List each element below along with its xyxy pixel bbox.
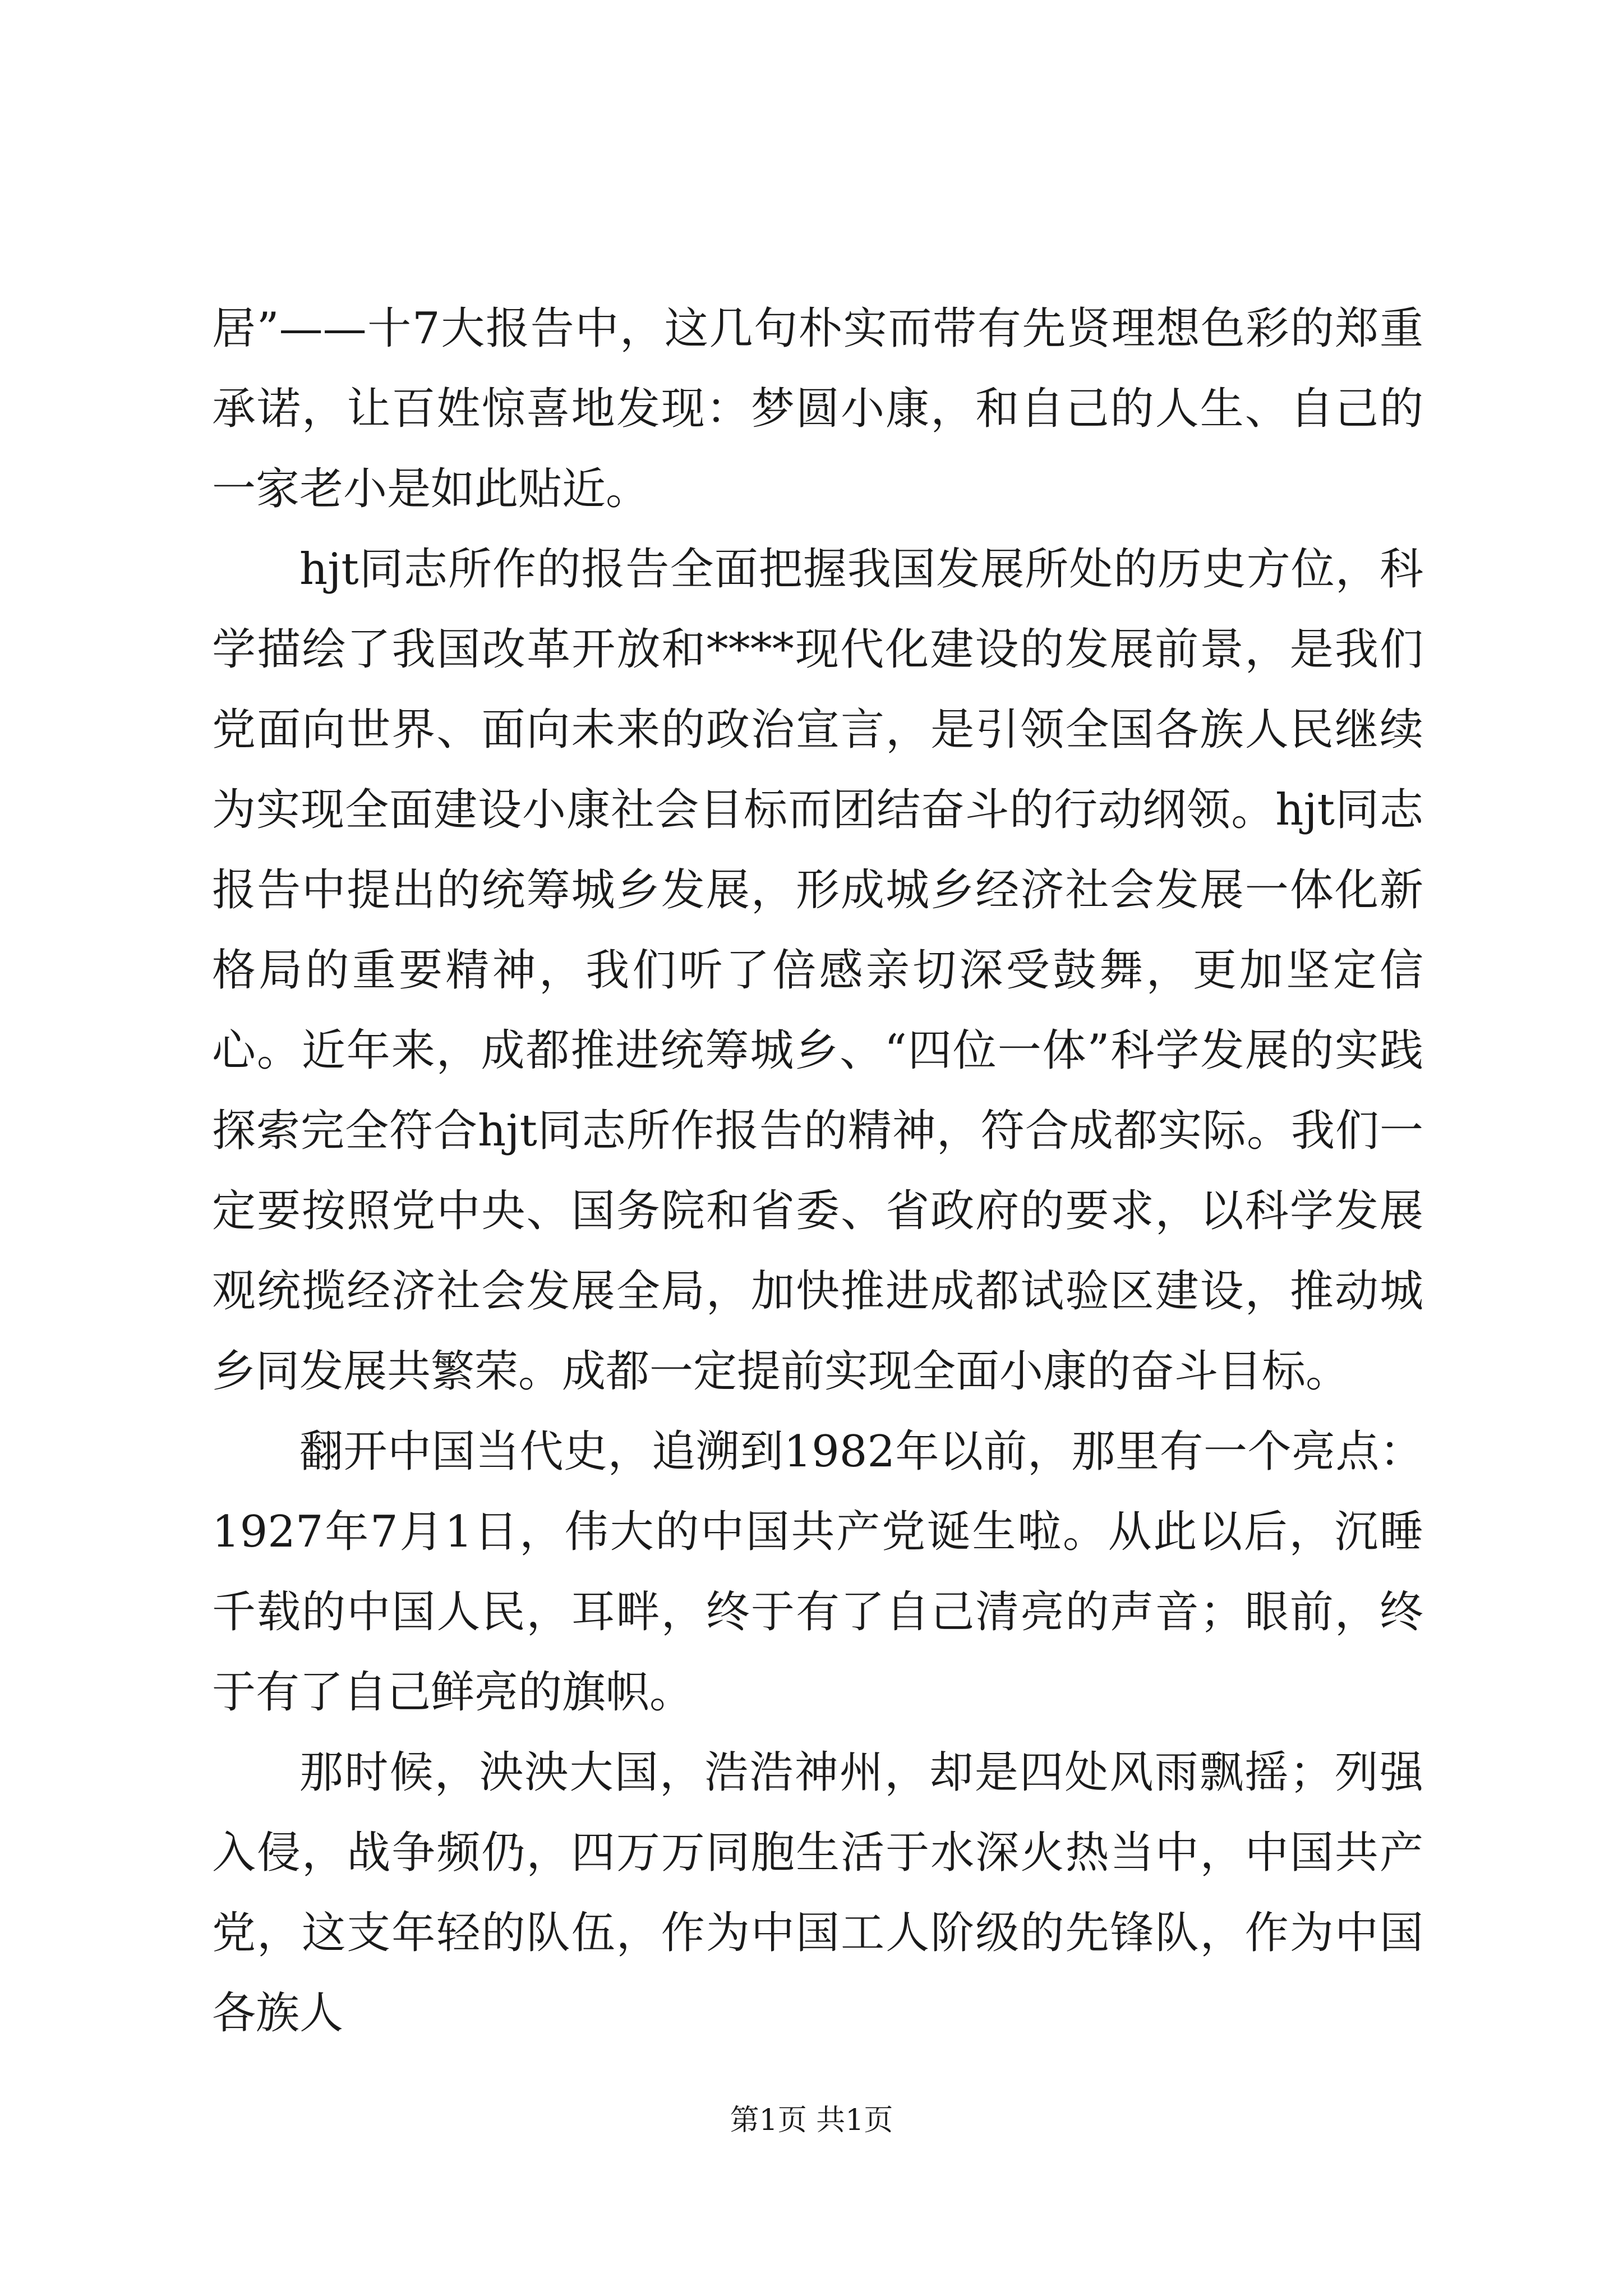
page-footer: 第1页 共1页 [730,2104,893,2137]
paragraph-4: 那时候，泱泱大国，浩浩神州，却是四处风雨飘摇；列强入侵，战争频仍，四万万同胞生活于水深火热当中，中国共产党，这支年轻的队伍，作为中国工人阶级的先锋队，作为中国各族人 [212,1747,1423,2039]
document-body [212,289,1423,2054]
paragraph-1: 居”——十7大报告中，这几句朴实而带有先贤理想色彩的郑重承诺，让百姓惊喜地发现：梦圆小康，和自己的人生、自己的一家老小是如此贴近。 [212,303,1423,514]
paragraph-3: 翻开中国当代史，追溯到1982年以前，那里有一个亮点：1927年7月1日，伟大的中国共产党诞生啦。从此以后，沉睡千载的中国人民，耳畔，终于有了自己清亮的声音；眼前，终于有了自己鲜亮的旗帜。 [212,1427,1423,1718]
paragraph-2: hjt同志所作的报告全面把握我国发展所处的历史方位，科学描绘了我国改革开放和****现代化建设的发展前景，是我们党面向世界、面向未来的政治宣言，是引领全国各族人民继续为实现全面建设小康社会目标而团结奋斗的行动纲领。hjt同志报告中提出的统筹城乡发展，形成城乡经济社会发展一体化新格局的重要精神，我们听了倍感亲切深受鼓舞，更加坚定信心。近年来，成都推进统筹城乡、“四位一体”科学发展的实践探索完全符合hjt同志所作报告的精神，符合成都实际。我们一定要按照党中央、国务院和省委、省政府的要求，以科学发展观统揽经济社会发展全局，加快推进成都试验区建设，推动城乡同发展共繁荣。成都一定提前实现全面小康的奋斗目标。 [212,544,1423,1397]
